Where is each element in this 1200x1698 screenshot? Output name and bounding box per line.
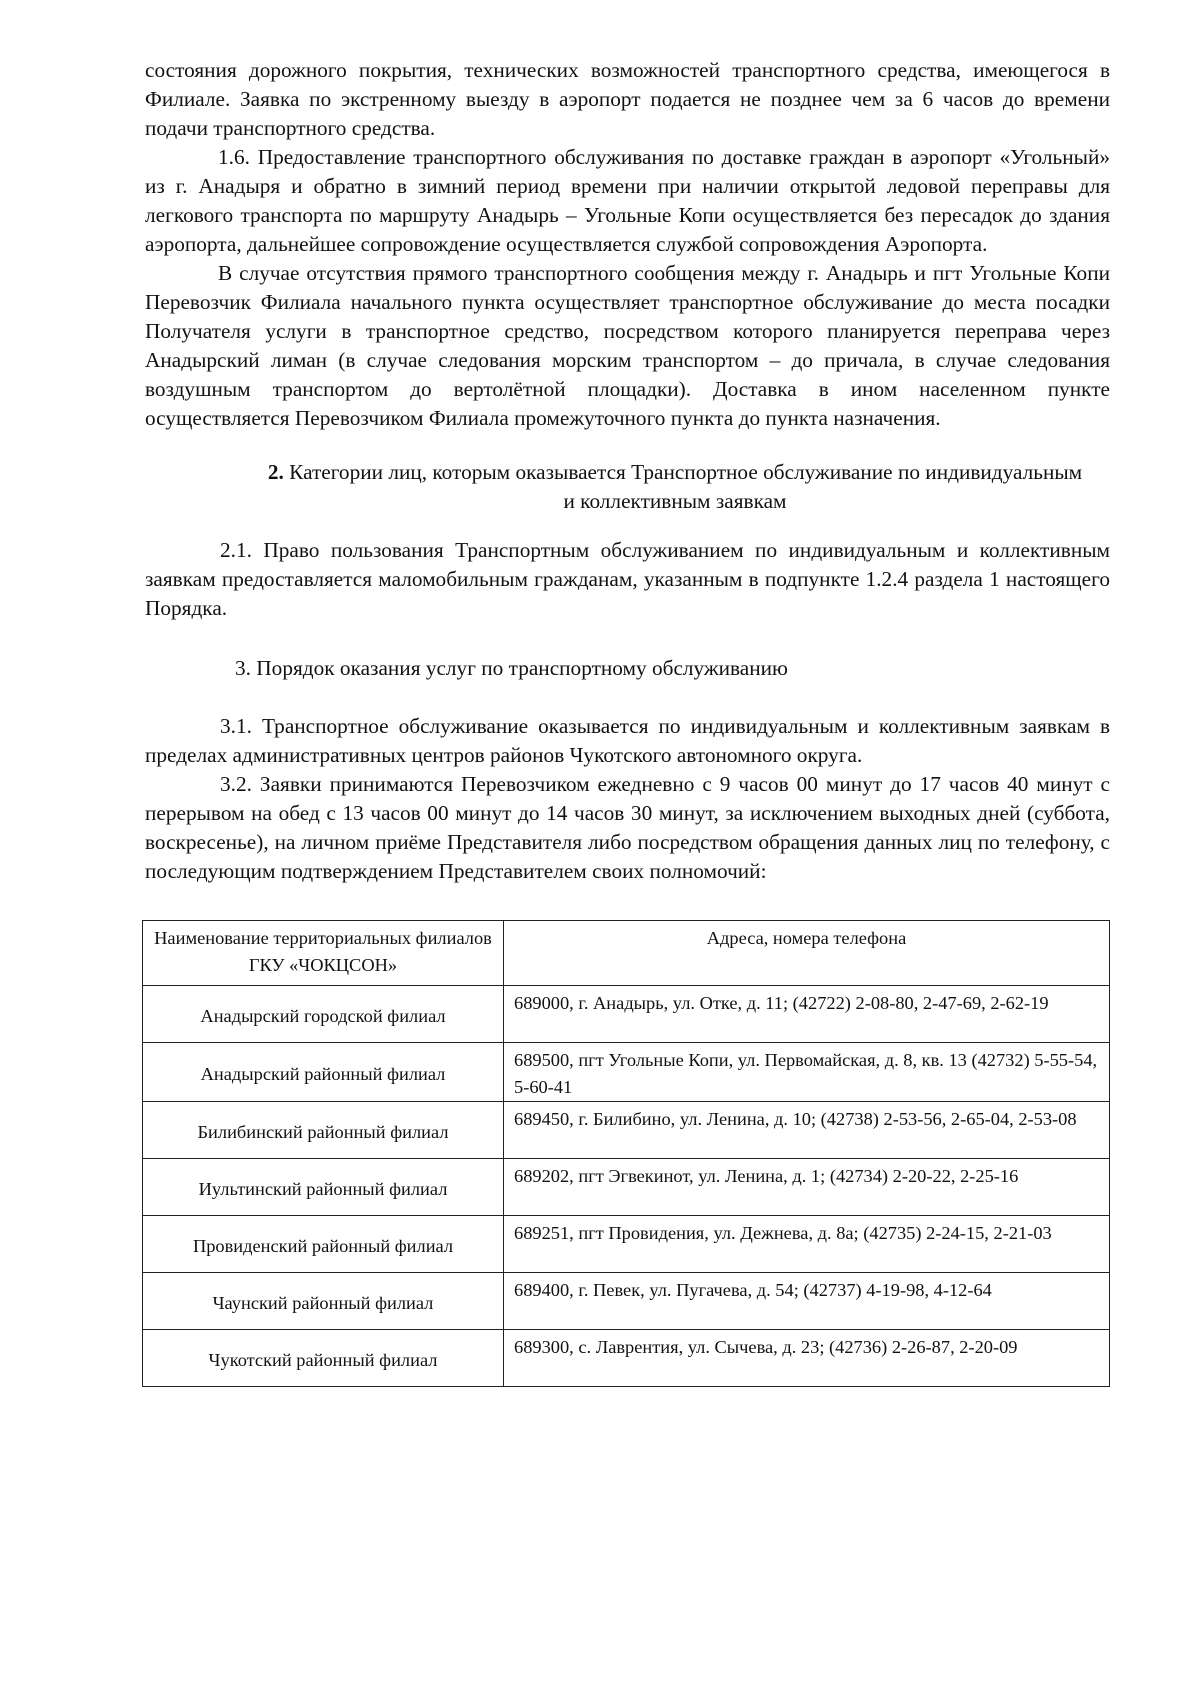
table-row (143, 1273, 1110, 1330)
table-row (143, 1216, 1110, 1273)
paragraph-direct-route: В случае отсутствия прямого транспортного сообщения между г. Анадырь и пгт Угольные Копи Перевозчик Филиала начального пункта осуществляет транспортное обслуживание до места посадки Получателя услуги в транспортное средство, посредством которого планируется переправа через Анадырский лиман (в случае следования морским транспортом – до причала, в случае следования воздушным транспортом до вертолётной площадки). Доставка в ином населенном пункте осуществляется Перевозчиком Филиала промежуточного пункта до пункта назначения. (145, 261, 1110, 430)
branch-address: 689251, пгт Провидения, ул. Дежнева, д. 8а; (42735) 2-24-15, 2-21-03 (504, 1216, 1110, 1273)
branch-address: 689202, пгт Эгвекинот, ул. Ленина, д. 1; (42734) 2-20-22, 2-25-16 (504, 1159, 1110, 1216)
branch-name: Анадырский районный филиал (143, 1043, 504, 1102)
header-address: Адреса, номера телефона (504, 921, 1110, 986)
paragraph-3-1: 3.1. Транспортное обслуживание оказывается по индивидуальным и коллективным заявкам в пределах административных центров районов Чукотского автономного округа. (145, 714, 1110, 767)
branch-address: 689000, г. Анадырь, ул. Отке, д. 11; (42722) 2-08-80, 2-47-69, 2-62-19 (504, 986, 1110, 1043)
branch-name: Провиденский районный филиал (143, 1216, 504, 1273)
table-row (143, 1330, 1110, 1387)
branch-address: 689450, г. Билибино, ул. Ленина, д. 10; (42738) 2-53-56, 2-65-04, 2-53-08 (504, 1102, 1110, 1159)
branch-name: Чаунский районный филиал (143, 1273, 504, 1330)
branch-name: Чукотский районный филиал (143, 1330, 504, 1387)
branch-name: Анадырский городской филиал (143, 986, 504, 1043)
table-row (143, 1102, 1110, 1159)
paragraph-continuation: состояния дорожного покрытия, технических возможностей транспортного средства, имеющегося в Филиале. Заявка по экстренному выезду в аэропорт подается не позднее чем за 6 часов до времени подачи транспортного средства. (145, 58, 1110, 140)
section-2-heading (265, 458, 1085, 516)
table-header-row (143, 921, 1110, 986)
section-2-number: 2. (267, 460, 284, 484)
table-row (143, 1159, 1110, 1216)
header-branch-name: Наименование территориальных филиалов ГКУ «ЧОКЦСОН» (143, 921, 504, 986)
section-2-title: Категории лиц, которым оказывается Транспортное обслуживание по индивидуальным и коллективным заявкам (289, 460, 1083, 513)
branches-table (142, 920, 1110, 1387)
section-3-heading: 3. Порядок оказания услуг по транспортному обслуживанию (235, 656, 788, 680)
paragraph-3-2: 3.2. Заявки принимаются Перевозчиком ежедневно с 9 часов 00 минут до 17 часов 40 минут с перерывом на обед с 13 часов 00 минут до 14 часов 30 минут, за исключением выходных дней (суббота, воскресенье), на личном приёме Представителя либо посредством обращения данных лиц по телефону, с последующим подтверждением Представителем своих полномочий: (145, 772, 1110, 883)
table-row (143, 1043, 1110, 1102)
table-row (143, 986, 1110, 1043)
branch-address: 689500, пгт Угольные Копи, ул. Первомайская, д. 8, кв. 13 (42732) 5-55-54, 5-60-41 (504, 1043, 1110, 1102)
branch-address: 689300, с. Лаврентия, ул. Сычева, д. 23; (42736) 2-26-87, 2-20-09 (504, 1330, 1110, 1387)
branch-name: Иультинский районный филиал (143, 1159, 504, 1216)
paragraph-2-1: 2.1. Право пользования Транспортным обслуживанием по индивидуальным и коллективным заявкам предоставляется маломобильным гражданам, указанным в подпункте 1.2.4 раздела 1 настоящего Порядка. (145, 538, 1110, 620)
paragraph-1-6: 1.6. Предоставление транспортного обслуживания по доставке граждан в аэропорт «Угольный» из г. Анадыря и обратно в зимний период времени при наличии открытой ледовой переправы для легкового транспорта по маршруту Анадырь – Угольные Копи осуществляется без пересадок до здания аэропорта, дальнейшее сопровождение осуществляется службой сопровождения Аэропорта. (145, 145, 1110, 256)
branch-name: Билибинский районный филиал (143, 1102, 504, 1159)
branch-address: 689400, г. Певек, ул. Пугачева, д. 54; (42737) 4-19-98, 4-12-64 (504, 1273, 1110, 1330)
